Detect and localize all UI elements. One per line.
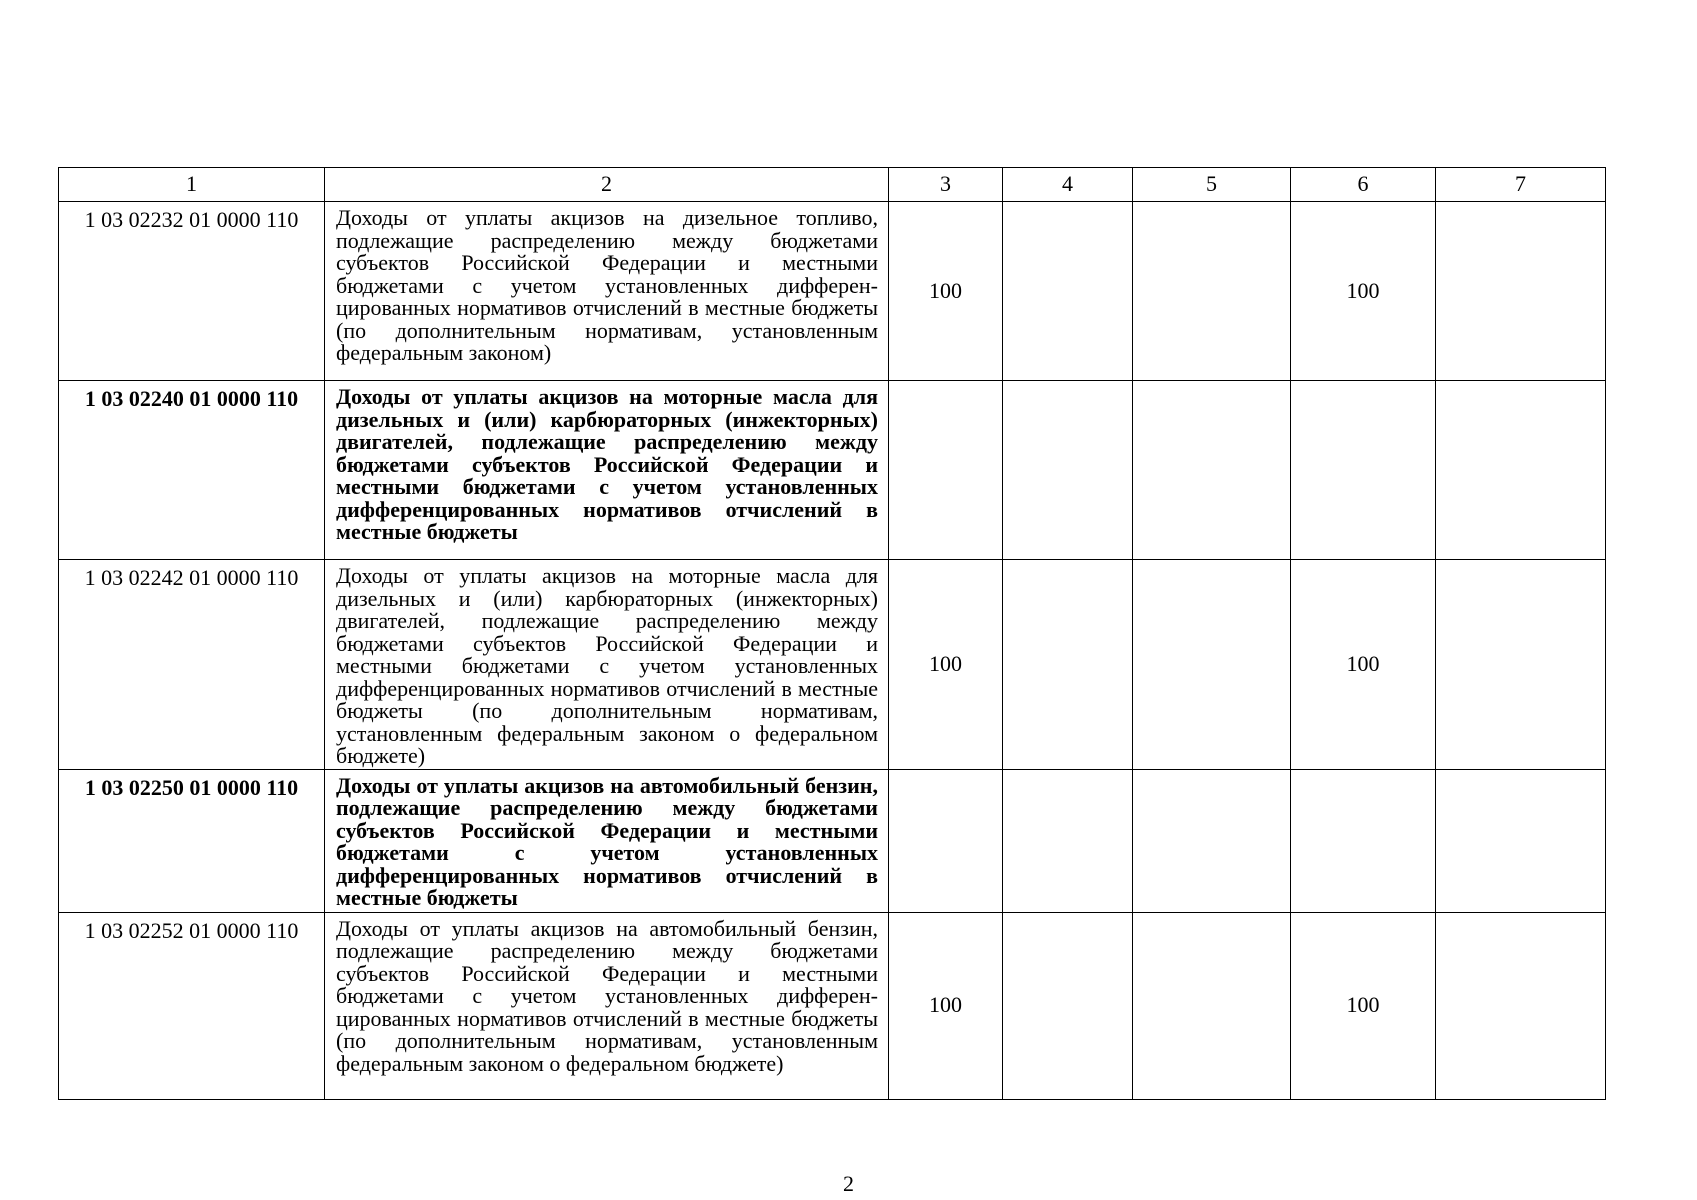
column-7-value	[1436, 202, 1606, 381]
column-6-value	[1291, 769, 1436, 912]
budget-code-cell: 1 03 02252 01 0000 110	[59, 912, 325, 1099]
column-5-value	[1133, 769, 1291, 912]
column-header-5: 5	[1133, 168, 1291, 202]
column-6-value: 100	[1291, 202, 1436, 381]
column-header-3: 3	[889, 168, 1003, 202]
column-3-value	[889, 769, 1003, 912]
revenue-distribution-table	[58, 167, 1606, 1100]
column-6-value: 100	[1291, 560, 1436, 770]
page-number: 2	[843, 1171, 854, 1196]
revenue-name-cell: Доходы от уплаты акцизов на автомобильный бензин, подлежащие распределению между бюджетами субъектов Российской Федерации и местными бюджетами с учетом установленных дифференцированных нормативов отчислений в местные бюджеты (по дополнительным нормативам, установленным федеральным законом о федеральном бюджете)	[325, 912, 889, 1099]
revenue-name-cell: Доходы от уплаты акцизов на моторные масла для дизельных и (или) карбюраторных (инжекторных) двигателей, подлежащие распределению между бюджетами субъектов Российской Федерации и местными бюджетами с учетом установленных дифференцированных нормативов отчислений в местные бюджеты	[325, 381, 889, 560]
column-7-value	[1436, 769, 1606, 912]
column-5-value	[1133, 202, 1291, 381]
revenue-name-cell: Доходы от уплаты акцизов на автомобильный бензин, подлежащие распределению между бюджетами субъектов Российской Федерации и местными бюджетами с учетом установленных дифференцированных нормативов отчислений в местные бюджеты	[325, 769, 889, 912]
budget-code-cell: 1 03 02232 01 0000 110	[59, 202, 325, 381]
column-header-2: 2	[325, 168, 889, 202]
table-row	[59, 560, 1606, 770]
column-3-value: 100	[889, 912, 1003, 1099]
column-4-value	[1003, 381, 1133, 560]
column-3-value: 100	[889, 202, 1003, 381]
table-header-row	[59, 168, 1606, 202]
table-row	[59, 769, 1606, 912]
column-header-4: 4	[1003, 168, 1133, 202]
table-row	[59, 381, 1606, 560]
column-5-value	[1133, 381, 1291, 560]
document-page	[58, 167, 1605, 1100]
column-4-value	[1003, 202, 1133, 381]
budget-code-cell: 1 03 02240 01 0000 110	[59, 381, 325, 560]
column-3-value: 100	[889, 560, 1003, 770]
table-row	[59, 202, 1606, 381]
column-4-value	[1003, 769, 1133, 912]
column-header-6: 6	[1291, 168, 1436, 202]
column-5-value	[1133, 912, 1291, 1099]
revenue-name-cell: Доходы от уплаты акцизов на дизельное топливо, подлежащие распределению между бюджетами субъектов Российской Федерации и местными бюджетами с учетом установленных дифференцированных нормативов отчислений в местные бюджеты (по дополнительным нормативам, установленным федеральным законом)	[325, 202, 889, 381]
budget-code-cell: 1 03 02250 01 0000 110	[59, 769, 325, 912]
column-7-value	[1436, 560, 1606, 770]
column-3-value	[889, 381, 1003, 560]
column-7-value	[1436, 912, 1606, 1099]
column-header-1: 1	[59, 168, 325, 202]
table-row	[59, 912, 1606, 1099]
budget-code-cell: 1 03 02242 01 0000 110	[59, 560, 325, 770]
column-6-value	[1291, 381, 1436, 560]
column-header-7: 7	[1436, 168, 1606, 202]
column-5-value	[1133, 560, 1291, 770]
column-6-value: 100	[1291, 912, 1436, 1099]
revenue-name-cell: Доходы от уплаты акцизов на моторные масла для дизельных и (или) карбюраторных (инжекторных) двигателей, подлежащие распределению между бюджетами субъектов Российской Федерации и местными бюджетами с учетом установленных дифференцированных нормативов отчислений в местные бюджеты (по дополнительным нормативам, установленным федеральным законом о федеральном бюджете)	[325, 560, 889, 770]
column-4-value	[1003, 912, 1133, 1099]
column-4-value	[1003, 560, 1133, 770]
column-7-value	[1436, 381, 1606, 560]
